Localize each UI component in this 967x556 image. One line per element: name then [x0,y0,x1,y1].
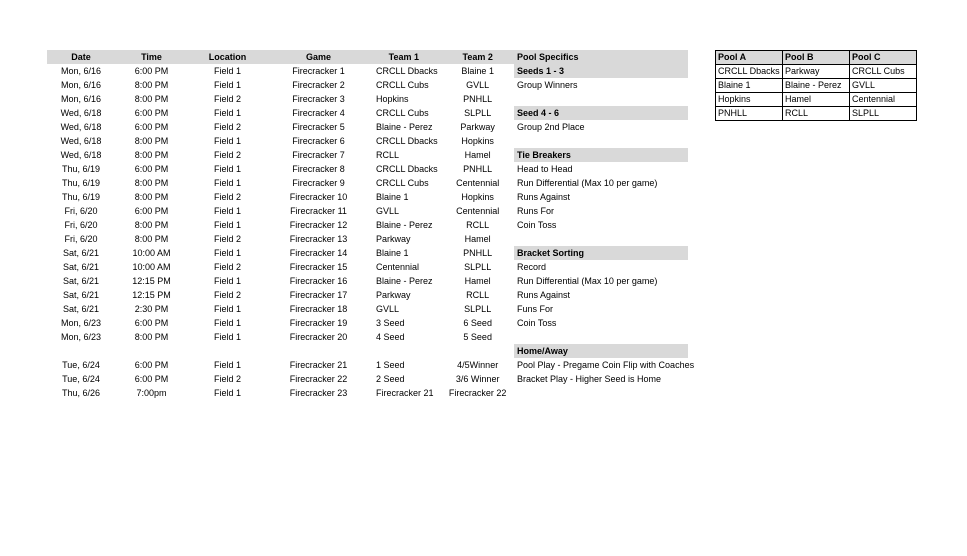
schedule-cell-team1: Blaine - Perez [376,220,433,230]
schedule-cell-team2: Centennial [456,178,500,188]
schedule-cell-team1: CRCLL Cubs [376,108,429,118]
schedule-cell-location: Field 2 [213,234,241,244]
schedule-row [47,134,518,148]
schedule-cell-game: Firecracker 10 [289,192,348,202]
schedule-cell-location: Field 1 [213,304,241,314]
schedule-row [47,302,518,316]
schedule-cell-date: Thu, 6/19 [61,192,101,202]
schedule-cell-time: 12:15 PM [132,290,171,300]
schedule-cell-team2 [438,344,518,358]
schedule-row [47,316,518,330]
schedule-header-row [47,50,518,64]
pools-row [716,107,917,121]
pool-team-cell: CRCLL Dbacks [716,65,783,79]
schedule-cell-time: 8:00 PM [134,150,169,160]
pool-team-cell: Hopkins [716,93,783,107]
schedule-cell-game: Firecracker 3 [292,94,345,104]
schedule-cell-date: Sat, 6/21 [62,248,100,258]
schedule-cell-time: 10:00 AM [132,262,171,272]
schedule-cell-date: Sat, 6/21 [62,304,100,314]
schedule-cell-team2: Hamel [464,234,491,244]
header-game: Game [267,50,370,64]
schedule-cell-date [47,344,115,358]
schedule-cell-time: 6:00 PM [134,66,169,76]
rule-item: Funs For [517,304,554,314]
schedule-cell-location: Field 1 [213,318,241,328]
schedule-cell-game: Firecracker 15 [289,262,348,272]
schedule-row [47,274,518,288]
schedule-cell-team1: CRCLL Cubs [376,178,429,188]
pool-team-cell: PNHLL [716,107,783,121]
schedule-cell-game: Firecracker 7 [292,150,345,160]
schedule-cell-game: Firecracker 4 [292,108,345,118]
schedule-cell-time: 6:00 PM [134,122,169,132]
schedule-cell-game: Firecracker 23 [289,388,348,398]
schedule-row [47,330,518,344]
schedule-cell-team1: GVLL [376,304,400,314]
schedule-cell-team2: GVLL [466,80,490,90]
rule-item: Runs Against [517,192,571,202]
rule-item: Bracket Play - Higher Seed is Home [517,374,662,384]
schedule-cell-time: 6:00 PM [134,206,169,216]
schedule-cell-team2: Blaine 1 [461,66,494,76]
header-date: Date [47,50,115,64]
schedule-cell-team1: 1 Seed [376,360,405,370]
schedule-row [47,78,518,92]
section-heading: Pool Specifics [514,50,688,64]
schedule-cell-team2: Hamel [464,150,491,160]
schedule-cell-team2: SLPLL [464,262,492,272]
header-time: Time [115,50,188,64]
schedule-cell-time [115,344,188,358]
schedule-cell-time: 8:00 PM [134,94,169,104]
schedule-cell-team1: CRCLL Dbacks [376,164,438,174]
schedule-cell-team1: CRCLL Dbacks [376,136,438,146]
schedule-cell-location: Field 2 [213,290,241,300]
rule-item [514,92,688,106]
schedule-cell-location: Field 1 [213,360,241,370]
schedule-cell-team1: Blaine 1 [376,248,409,258]
schedule-row [47,162,518,176]
schedule-cell-location: Field 1 [213,276,241,286]
schedule-cell-time: 8:00 PM [134,80,169,90]
schedule-cell-location: Field 1 [213,164,241,174]
schedule-cell-location: Field 1 [213,136,241,146]
schedule-row [47,106,518,120]
pool-team-cell: CRCLL Cubs [850,65,917,79]
pools-table [715,50,917,121]
schedule-row [47,246,518,260]
pool-specifics-panel [514,50,695,386]
header-location: Location [188,50,267,64]
schedule-cell-game: Firecracker 16 [289,276,348,286]
schedule-row [47,92,518,106]
schedule-cell-game: Firecracker 6 [292,136,345,146]
rule-item [514,330,688,344]
schedule-cell-game: Firecracker 9 [292,178,345,188]
rule-item: Run Differential (Max 10 per game) [517,276,658,286]
rule-item: Runs Against [517,290,571,300]
header-team1: Team 1 [370,50,438,64]
pool-team-cell: Parkway [783,65,850,79]
schedule-body [47,64,518,400]
schedule-cell-team1: CRCLL Dbacks [376,66,438,76]
schedule-cell-game: Firecracker 2 [292,80,345,90]
schedule-cell-team1: Blaine - Perez [376,276,433,286]
schedule-table [47,50,518,400]
rule-item: Record [517,262,547,272]
schedule-cell-team2: PNHLL [463,248,493,258]
schedule-cell-date: Thu, 6/19 [61,164,101,174]
schedule-cell-location: Field 1 [213,388,241,398]
schedule-cell-time: 10:00 AM [132,248,171,258]
schedule-cell-team2: RCLL [466,290,490,300]
rule-item: Coin Toss [517,318,557,328]
schedule-cell-time: 2:30 PM [134,304,169,314]
schedule-cell-game: Firecracker 14 [289,248,348,258]
schedule-cell-location: Field 1 [213,108,241,118]
schedule-cell-team1: 2 Seed [376,374,405,384]
schedule-row [47,288,518,302]
pool-c-header: Pool C [850,51,917,65]
schedule-cell-location: Field 2 [213,94,241,104]
schedule-row [47,120,518,134]
pool-team-cell: GVLL [850,79,917,93]
schedule-row [47,218,518,232]
schedule-cell-time: 8:00 PM [134,192,169,202]
schedule-cell-date: Fri, 6/20 [64,220,98,230]
schedule-cell-date: Mon, 6/23 [60,332,102,342]
rule-item: Coin Toss [517,220,557,230]
schedule-cell-game: Firecracker 22 [289,374,348,384]
schedule-row [47,190,518,204]
schedule-cell-date: Thu, 6/26 [61,388,101,398]
schedule-cell-team1 [370,344,438,358]
schedule-cell-team1: 4 Seed [376,332,405,342]
schedule-cell-team2: 3/6 Winner [455,374,500,384]
schedule-row [47,372,518,386]
schedule-cell-date: Tue, 6/24 [62,360,100,370]
schedule-cell-time: 8:00 PM [134,220,169,230]
schedule-cell-date: Mon, 6/16 [60,94,102,104]
schedule-cell-date: Wed, 6/18 [60,108,102,118]
schedule-cell-team2: 5 Seed [463,332,492,342]
schedule-cell-team2: Hopkins [461,192,494,202]
schedule-cell-date: Tue, 6/24 [62,374,100,384]
schedule-cell-time: 7:00pm [136,388,167,398]
schedule-cell-team1: Blaine - Perez [376,122,433,132]
schedule-cell-game: Firecracker 8 [292,164,345,174]
section-heading: Tie Breakers [514,148,688,162]
schedule-cell-time: 6:00 PM [134,108,169,118]
schedule-cell-team1: Parkway [376,290,411,300]
schedule-cell-time: 8:00 PM [134,136,169,146]
rule-item [514,232,688,246]
rule-item: Pool Play - Pregame Coin Flip with Coaches [517,360,695,370]
schedule-cell-location: Field 2 [213,192,241,202]
section-heading: Seed 4 - 6 [514,106,688,120]
schedule-cell-team2: SLPLL [464,304,492,314]
schedule-cell-date: Mon, 6/16 [60,66,102,76]
rule-item: Group 2nd Place [517,122,585,132]
schedule-cell-team2: SLPLL [464,108,492,118]
schedule-cell-game [267,344,370,358]
schedule-cell-location: Field 1 [213,206,241,216]
rule-item: Runs For [517,206,555,216]
schedule-cell-date: Mon, 6/16 [60,80,102,90]
schedule-row [47,64,518,78]
pools-row [716,65,917,79]
schedule-cell-game: Firecracker 21 [289,360,348,370]
schedule-cell-date: Sat, 6/21 [62,276,100,286]
pool-team-cell: Blaine - Perez [783,79,850,93]
schedule-cell-team1: CRCLL Cubs [376,80,429,90]
schedule-cell-team2: Centennial [456,206,500,216]
schedule-cell-date: Wed, 6/18 [60,150,102,160]
schedule-cell-date: Fri, 6/20 [64,234,98,244]
schedule-cell-date: Wed, 6/18 [60,122,102,132]
pools-header-row [716,51,917,65]
pools-row [716,93,917,107]
schedule-cell-team2: PNHLL [463,94,493,104]
schedule-row [47,386,518,400]
pool-team-cell: Blaine 1 [716,79,783,93]
schedule-cell-team2: 4/5Winner [457,360,499,370]
section-heading: Seeds 1 - 3 [514,64,688,78]
schedule-cell-team1: Hopkins [376,94,409,104]
rule-item [514,134,688,148]
schedule-row [47,204,518,218]
schedule-cell-location: Field 1 [213,220,241,230]
rule-item: Run Differential (Max 10 per game) [517,178,658,188]
schedule-cell-date: Fri, 6/20 [64,206,98,216]
section-heading: Home/Away [514,344,688,358]
schedule-cell-location: Field 1 [213,248,241,258]
schedule-cell-team1: Centennial [376,262,420,272]
schedule-row [47,260,518,274]
pool-team-cell: SLPLL [850,107,917,121]
schedule-cell-location: Field 2 [213,150,241,160]
schedule-cell-time: 6:00 PM [134,164,169,174]
schedule-cell-game: Firecracker 18 [289,304,348,314]
schedule-row [47,344,518,358]
schedule-cell-game: Firecracker 20 [289,332,348,342]
schedule-cell-game: Firecracker 13 [289,234,348,244]
schedule-row [47,358,518,372]
schedule-cell-team2: PNHLL [463,164,493,174]
pools-row [716,79,917,93]
header-team2: Team 2 [438,50,518,64]
rule-item: Group Winners [517,80,578,90]
schedule-cell-time: 6:00 PM [134,360,169,370]
schedule-row [47,232,518,246]
pools-body [716,65,917,121]
schedule-cell-team2: Hopkins [461,136,494,146]
schedule-cell-team2: Parkway [460,122,495,132]
schedule-cell-game: Firecracker 11 [290,206,347,216]
pool-team-cell: Centennial [850,93,917,107]
section-heading: Bracket Sorting [514,246,688,260]
schedule-cell-location: Field 1 [213,66,241,76]
schedule-cell-date: Sat, 6/21 [62,290,100,300]
schedule-cell-time: 8:00 PM [134,178,169,188]
schedule-row [47,148,518,162]
schedule-cell-game: Firecracker 1 [292,66,345,76]
schedule-cell-location: Field 1 [213,332,241,342]
schedule-cell-team1: RCLL [376,150,400,160]
schedule-cell-location: Field 2 [213,122,241,132]
schedule-cell-game: Firecracker 17 [289,290,348,300]
schedule-cell-time: 6:00 PM [134,374,169,384]
rule-item: Head to Head [517,164,573,174]
schedule-cell-team1: Firecracker 21 [376,388,434,398]
schedule-cell-location: Field 2 [213,374,241,384]
schedule-cell-date: Thu, 6/19 [61,178,101,188]
schedule-cell-team1: Blaine 1 [376,192,409,202]
schedule-cell-time: 8:00 PM [134,234,169,244]
schedule-cell-date: Sat, 6/21 [62,262,100,272]
pool-team-cell: RCLL [783,107,850,121]
schedule-cell-team1: Parkway [376,234,411,244]
schedule-cell-team1: GVLL [376,206,400,216]
pool-team-cell: Hamel [783,93,850,107]
schedule-cell-team2: Hamel [464,276,491,286]
schedule-cell-location: Field 2 [213,262,241,272]
schedule-cell-location [188,344,267,358]
schedule-cell-game: Firecracker 5 [292,122,345,132]
schedule-cell-team2: 6 Seed [463,318,492,328]
schedule-cell-time: 8:00 PM [134,332,169,342]
schedule-cell-location: Field 1 [213,178,241,188]
schedule-cell-team2: Firecracker 22 [448,388,507,398]
schedule-cell-date: Wed, 6/18 [60,136,102,146]
pool-a-header: Pool A [716,51,783,65]
schedule-row [47,176,518,190]
schedule-cell-location: Field 1 [213,80,241,90]
schedule-cell-team2: RCLL [466,220,490,230]
schedule-cell-team1: 3 Seed [376,318,405,328]
schedule-cell-time: 6:00 PM [134,318,169,328]
schedule-cell-game: Firecracker 12 [289,220,348,230]
pool-b-header: Pool B [783,51,850,65]
schedule-cell-time: 12:15 PM [132,276,171,286]
schedule-cell-date: Mon, 6/23 [60,318,102,328]
schedule-cell-game: Firecracker 19 [289,318,348,328]
